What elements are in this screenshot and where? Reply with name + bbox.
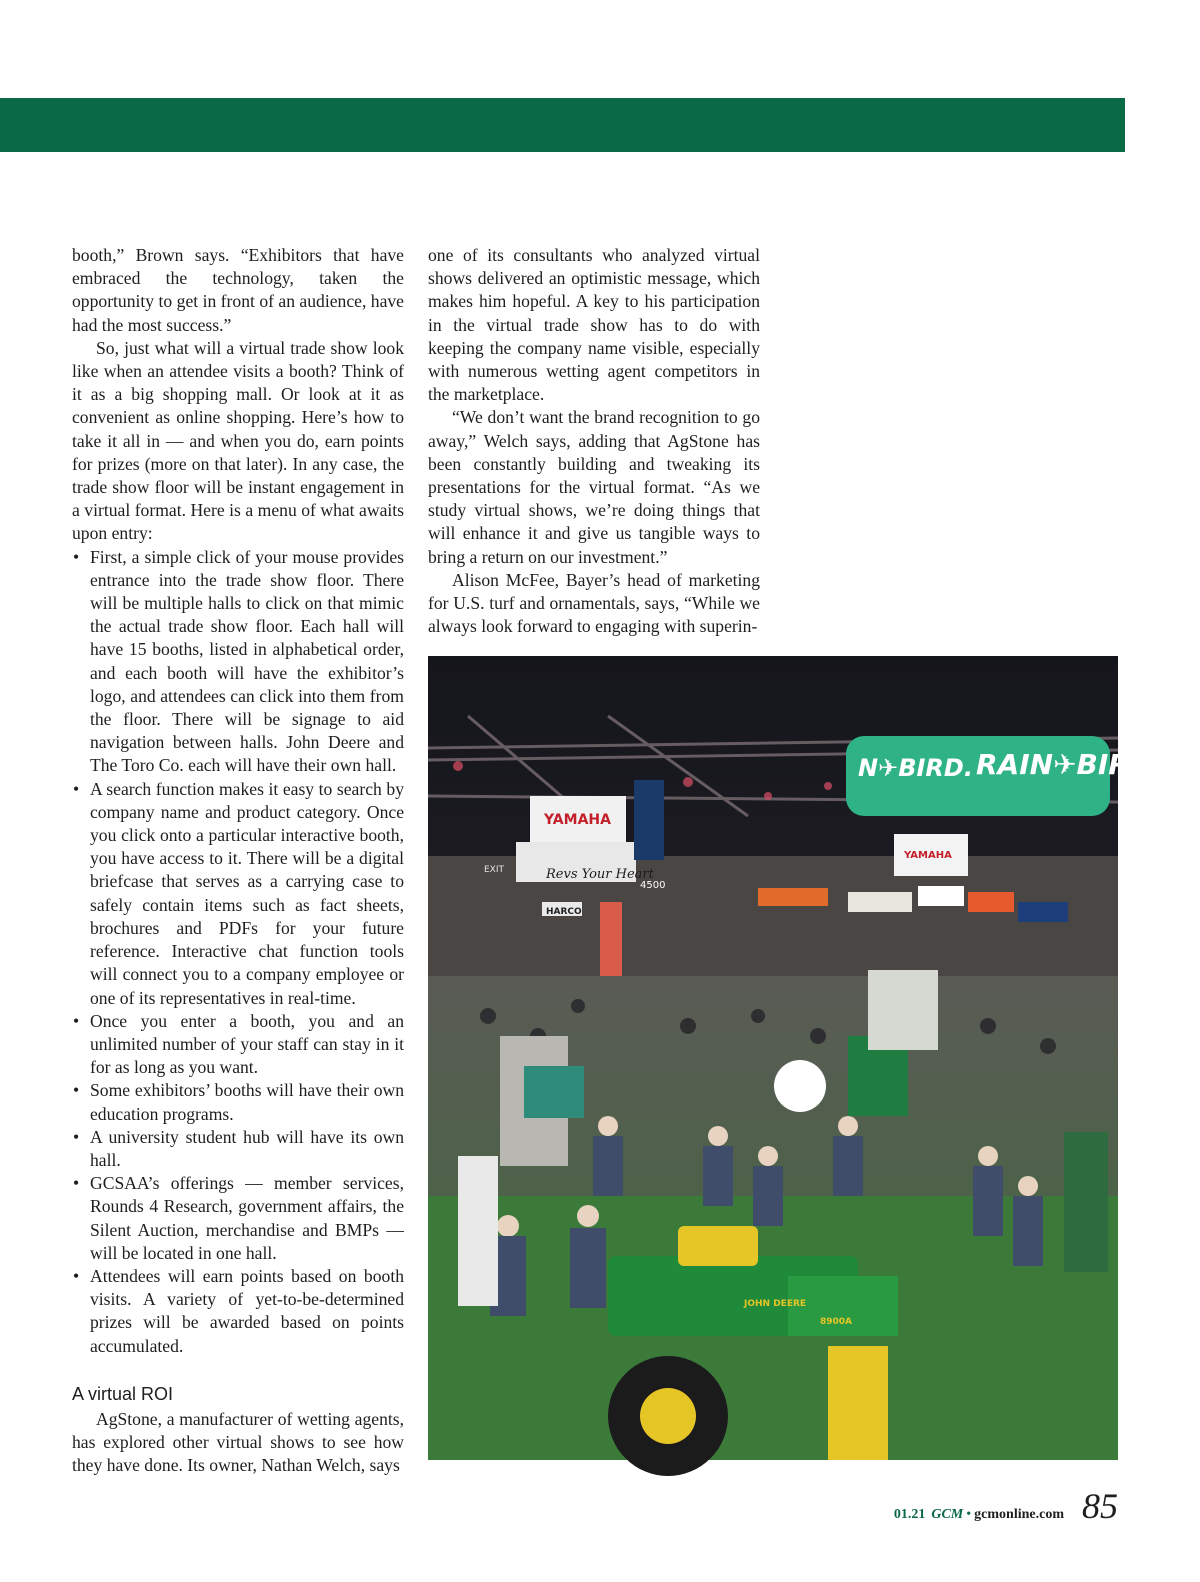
- bullet-item: • Attendees will earn points based on booth visits. A variety of yet-to-be-determined prizes will be awarded based on points accumulated.: [72, 1265, 404, 1358]
- issue-date: 01.21: [893, 1507, 926, 1522]
- exit-text: EXIT: [484, 865, 505, 875]
- booth-number-text: 4500: [640, 880, 666, 891]
- bullet-item: • Some exhibitors’ booths will have their own education programs.: [72, 1079, 404, 1125]
- magazine-name: GCM: [931, 1507, 964, 1522]
- harco-text: HARCO: [546, 907, 582, 917]
- paragraph: booth,” Brown says. “Exhibitors that have embraced the technology, taken the opportunity to get in front of an audience, have had the most success.”: [72, 245, 404, 335]
- article-column-right: [428, 244, 760, 638]
- bullet-item: • First, a simple click of your mouse provides entrance into the trade show floor. There will be multiple halls to click on that mimic the actual trade show floor. Each hall will have 15 booths, listed in alphabetical order, and each booth will have the exhibitor’s logo, and attendees can click into them from the floor. There will be signage to aid navigation between halls. John Deere and The Toro Co. each will have their own hall.: [72, 546, 404, 778]
- header-banner: [0, 98, 1125, 152]
- yamaha-text: YAMAHA: [544, 812, 611, 828]
- paragraph: Alison McFee, Bayer’s head of marketing for U.S. turf and ornamentals, says, “While we always look forward to engaging with superin-: [428, 569, 760, 637]
- trade-show-photo: [428, 656, 1154, 1460]
- yamaha-small-text: YAMAHA: [904, 850, 952, 861]
- bullet-item: • GCSAA’s offerings — member services, Rounds 4 Research, government affairs, the Silent Auction, merchandise and BMPs — will be located in one hall.: [72, 1172, 404, 1265]
- paragraph: “We don’t want the brand recognition to go away,” Welch says, adding that AgStone has been constantly building and tweaking its presentations for the virtual format. “As we study virtual shows, we’re doing things that will enhance it and give us tangible ways to bring a return on our investment.”: [428, 407, 760, 567]
- paragraph: one of its consultants who analyzed virtual shows delivered an optimistic message, which makes him hopeful. A key to his participation in the virtual trade show has to do with keeping the company name visible, especially with numerous wetting agent competitors in the marketplace.: [428, 245, 760, 405]
- footer-separator: •: [966, 1507, 972, 1522]
- bullet-list: [72, 546, 404, 1358]
- yamaha-tag-text: Revs Your Heart: [546, 867, 654, 882]
- page-number: 85: [1082, 1486, 1118, 1526]
- paragraph: AgStone, a manufacturer of wetting agents, has explored other virtual shows to see how they have done. Its owner, Nathan Welch, says: [72, 1408, 404, 1476]
- website-link[interactable]: gcmonline.com: [974, 1507, 1064, 1522]
- bullet-item: • A search function makes it easy to search by company name and product category. Once you click onto a particular interactive booth, you have access to it. There will be a digital briefcase that serves as a carrying case to safely contain items such as fact sheets, brochures and PDFs for your future reference. Interactive chat function tools will connect you to a company employee or one of its representatives in real-time.: [72, 778, 404, 1010]
- bullet-item: • Once you enter a booth, you and an unlimited number of your staff can stay in it for as long as you want.: [72, 1010, 404, 1080]
- model-text: 8900A: [820, 1317, 853, 1327]
- article-column-left: [72, 244, 404, 1477]
- bullet-item: • A university student hub will have its own hall.: [72, 1126, 404, 1172]
- john-deere-text: JOHN DEERE: [744, 1299, 807, 1309]
- section-subhead: A virtual ROI: [72, 1383, 174, 1404]
- page-footer: [894, 1488, 1118, 1524]
- rainbird-left-text: N✈BIRD.: [858, 754, 973, 782]
- paragraph: So, just what will a virtual trade show look like when an attendee visits a booth? Think of it as a big shopping mall. Or look at it as convenient as online shopping. Here’s how to take it all in — and when you do, earn points for prizes (more on that later). In any case, the trade show floor will be instant engagement in a virtual format. Here is a menu of what awaits upon entry:: [72, 337, 404, 544]
- rainbird-text: RAIN✈BIRD: [976, 748, 1154, 781]
